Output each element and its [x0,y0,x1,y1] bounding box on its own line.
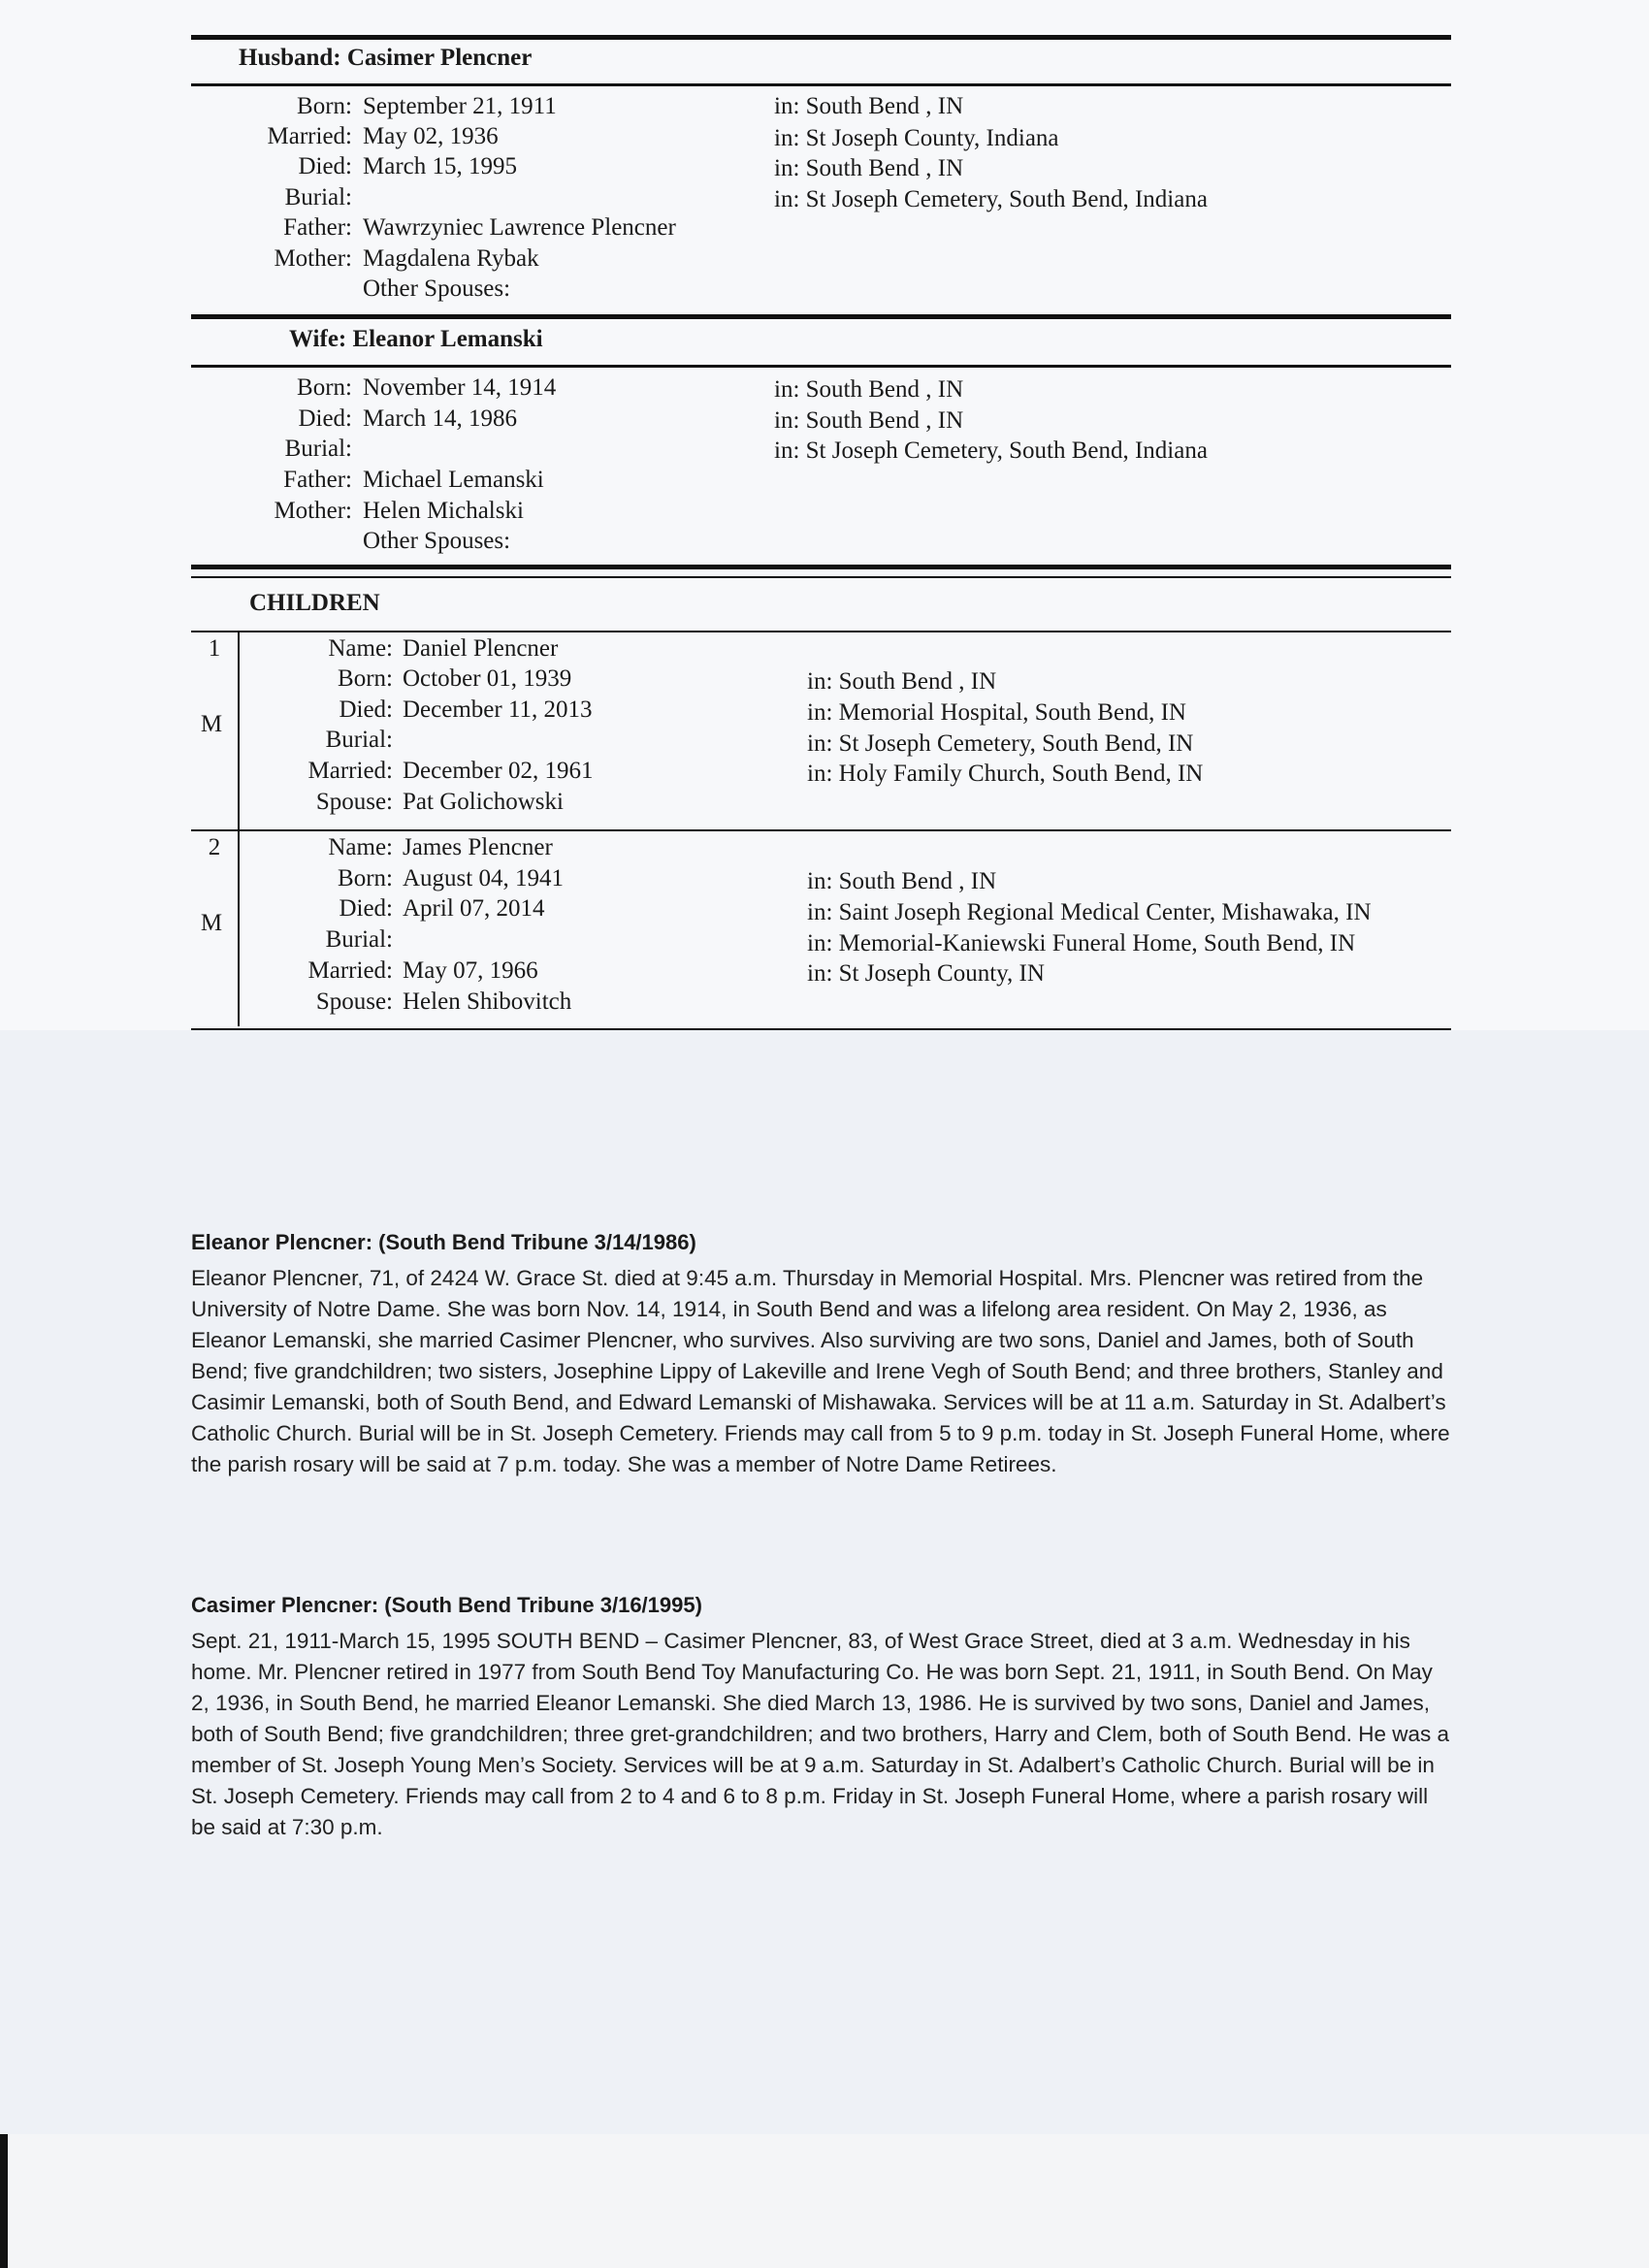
child-2-died-date: April 07, 2014 [403,895,545,922]
husband-married-place: in: St Joseph County, Indiana [774,125,1059,151]
child-1-married-date: December 02, 1961 [403,758,594,784]
wife-born-label: Born: [297,374,352,401]
divider [191,829,1451,831]
obituary-1-body: Eleanor Plencner, 71, of 2424 W. Grace St. died at 9:45 a.m. Thursday in Memorial Hospital. Mrs. Plencner was retired from the University of Notre Dame. She was born Nov. 14, 1914, in South Bend and was a lifelong area resident. On May 2, 1936, as Eleanor Lemanski, she married Casimer Plencner, who survives. Also surviving are two sons, Daniel and James, both of South Bend; five grandchildren; two sisters, Josephine Lippy of Lakeville and Irene Vegh of South Bend; and three brothers, Stanley and Casimir Lemanski, both of South Bend, and Edward Lemanski of Mishawaka. Services will be at 11 a.m. Saturday in St. Adalbert’s Catholic Church. Burial will be in St. Joseph Cemetery. Friends may call from 5 to 9 p.m. today in St. Joseph Funeral Home, where the parish rosary will be said at 7 p.m. today. She was a member of Notre Dame Retirees. [191,1266,1450,1476]
child-2-died-place: in: Saint Joseph Regional Medical Center, Mishawaka, IN [807,899,1372,925]
child-2-married-date: May 07, 1966 [403,957,538,984]
obituary-2-body: Sept. 21, 1911-March 15, 1995 SOUTH BEND – Casimer Plencner, 83, of West Grace Street, died at 3 a.m. Wednesday in his home. Mr. Plencner retired in 1977 from South Bend Toy Manufacturing Co. He was born Sept. 21, 1911, in South Bend. On May 2, 1936, in South Bend, he married Eleanor Lemanski. She died March 13, 1986. He is survived by two sons, Daniel and James, both of South Bend; five grandchildren; three gret-grandchildren; and two brothers, Harry and Clem, both of South Bend. He was a member of St. Joseph Young Men’s Society. Services will be at 9 a.m. Saturday in St. Adalbert’s Catholic Church. Burial will be in St. Joseph Cemetery. Friends may call from 2 to 4 and 6 to 8 p.m. Friday in St. Joseph Funeral Home, where a parish rosary will be said at 7:30 p.m. [191,1629,1450,1839]
child-1-burial-label: Burial: [325,727,393,753]
husband-name: Casimer Plencner [346,45,533,71]
child-1-born-place: in: South Bend , IN [807,668,997,695]
divider [191,565,1451,569]
wife-died-date: March 14, 1986 [363,405,517,432]
husband-father-label: Father: [283,214,352,241]
divider [191,83,1451,86]
wife-name: Eleanor Lemanski [352,326,543,352]
child-1-married-place: in: Holy Family Church, South Bend, IN [807,761,1204,787]
child-2-burial-label: Burial: [325,926,393,953]
scan-bottom-strip [0,2134,1649,2268]
husband-born-label: Born: [297,93,352,119]
husband-mother-name: Magdalena Rybak [363,245,539,272]
husband-header-label: Husband: [239,45,341,71]
child-2-born-label: Born: [338,865,393,891]
husband-born-place: in: South Bend , IN [774,93,964,119]
child-2-name-label: Name: [328,834,393,860]
wife-died-place: in: South Bend , IN [774,407,964,434]
wife-burial-label: Burial: [284,436,352,462]
wife-other-spouses-label: Other Spouses: [363,528,511,554]
child-1-spouse-label: Spouse: [315,789,393,815]
wife-father-label: Father: [283,467,352,493]
child-1-died-place: in: Memorial Hospital, South Bend, IN [807,699,1186,726]
child-1-married-label: Married: [307,758,393,784]
divider [191,631,1451,632]
husband-born-date: September 21, 1911 [363,93,557,119]
wife-died-label: Died: [298,405,352,432]
wife-mother-label: Mother: [274,498,352,524]
obituary-2-title: Casimer Plencner: (South Bend Tribune 3/16/1995) [191,1593,702,1617]
child-2-spouse-name: Helen Shibovitch [403,988,572,1015]
child-2-name: James Plencner [403,834,553,860]
child-1-died-date: December 11, 2013 [403,697,593,723]
child-2-married-place: in: St Joseph County, IN [807,960,1045,987]
children-heading: CHILDREN [249,590,380,616]
child-1-sex: M [200,711,223,737]
child-2-sex: M [200,910,223,936]
wife-mother-name: Helen Michalski [363,498,524,524]
husband-other-spouses-label: Other Spouses: [363,275,511,302]
divider [191,1028,1451,1030]
child-1-died-label: Died: [339,697,393,723]
husband-mother-label: Mother: [274,245,352,272]
husband-burial-place: in: St Joseph Cemetery, South Bend, Indiana [774,186,1208,212]
wife-header [289,326,543,353]
child-2-married-label: Married: [307,957,393,984]
child-1-name-label: Name: [328,635,393,662]
wife-father-name: Michael Lemanski [363,467,544,493]
wife-born-date: November 14, 1914 [363,374,557,401]
child-1-name: Daniel Plencner [403,635,559,662]
child-2-died-label: Died: [339,895,393,922]
child-1-born-date: October 01, 1939 [403,665,572,692]
child-1-born-label: Born: [338,665,393,692]
child-2-burial-place: in: Memorial-Kaniewski Funeral Home, South Bend, IN [807,930,1356,956]
divider [191,35,1451,40]
child-2-born-date: August 04, 1941 [403,865,564,891]
child-2-spouse-label: Spouse: [315,988,393,1015]
divider [191,365,1451,368]
husband-died-date: March 15, 1995 [363,153,517,179]
divider [191,314,1451,319]
child-1-number: 1 [208,635,221,662]
scan-edge-shadow [0,2134,8,2268]
husband-died-label: Died: [298,153,352,179]
husband-married-label: Married: [267,123,352,149]
husband-father-name: Wawrzyniec Lawrence Plencner [363,214,676,241]
husband-died-place: in: South Bend , IN [774,155,964,181]
wife-born-place: in: South Bend , IN [774,376,964,403]
husband-header [239,45,532,72]
obituary-1-title: Eleanor Plencner: (South Bend Tribune 3/14/1986) [191,1230,696,1254]
husband-married-date: May 02, 1936 [363,123,499,149]
child-2-born-place: in: South Bend , IN [807,868,997,894]
wife-burial-place: in: St Joseph Cemetery, South Bend, Indiana [774,437,1208,464]
husband-burial-label: Burial: [284,184,352,211]
child-1-burial-place: in: St Joseph Cemetery, South Bend, IN [807,730,1194,757]
child-2-number: 2 [208,834,221,860]
child-1-spouse-name: Pat Golichowski [403,789,564,815]
divider [191,576,1451,578]
wife-header-label: Wife: [289,326,347,352]
